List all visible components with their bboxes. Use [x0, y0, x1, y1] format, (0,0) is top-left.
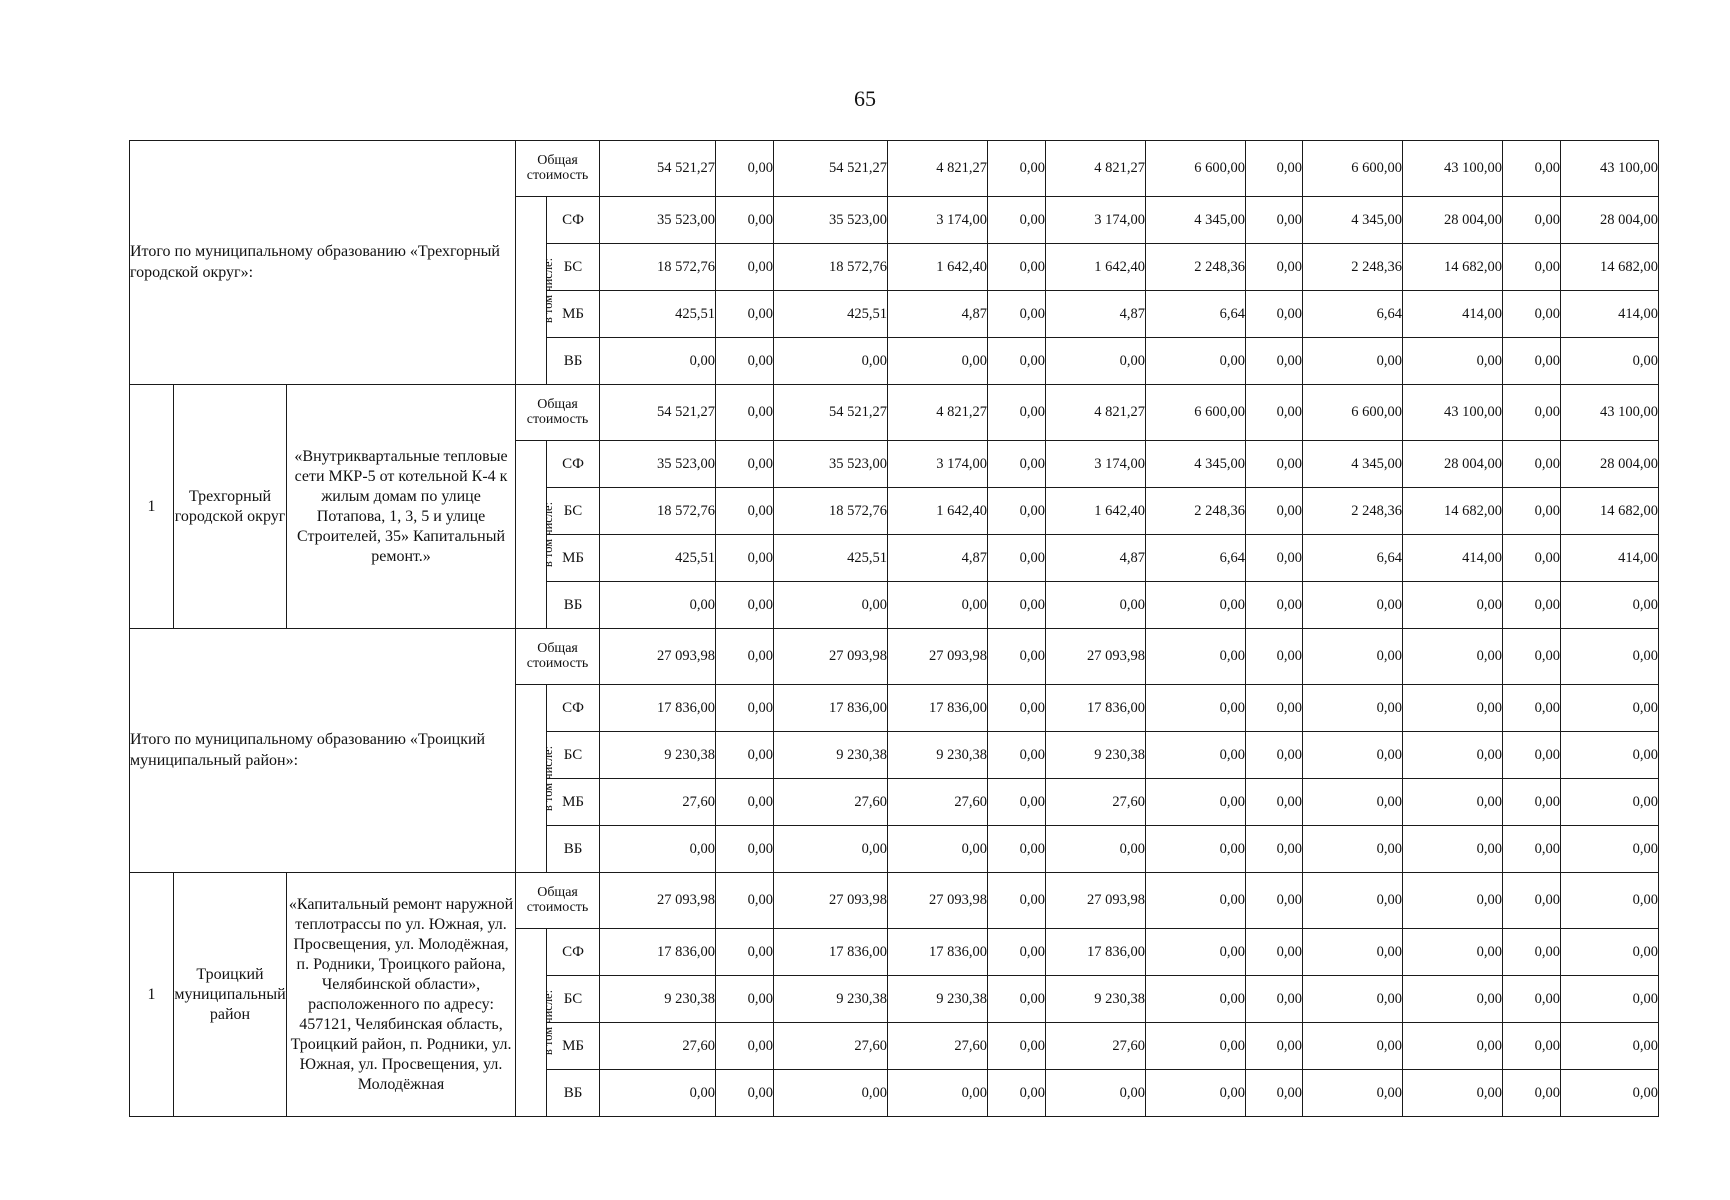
value-cell: 0,00 [1146, 1023, 1246, 1070]
value-cell: 0,00 [1503, 535, 1561, 582]
value-cell: 0,00 [1146, 873, 1246, 929]
value-cell: 27,60 [774, 1023, 888, 1070]
value-cell: 0,00 [600, 582, 716, 629]
value-cell: 27 093,98 [774, 873, 888, 929]
value-cell: 0,00 [1146, 929, 1246, 976]
value-cell: 0,00 [988, 197, 1046, 244]
funding-source-code: БС [547, 976, 600, 1023]
value-cell: 0,00 [1561, 732, 1659, 779]
value-cell: 27 093,98 [1046, 873, 1146, 929]
value-cell: 425,51 [600, 291, 716, 338]
value-cell: 14 682,00 [1561, 244, 1659, 291]
value-cell: 0,00 [1561, 779, 1659, 826]
value-cell: 0,00 [1303, 582, 1403, 629]
value-cell: 3 174,00 [1046, 197, 1146, 244]
value-cell: 0,00 [1503, 582, 1561, 629]
value-cell: 0,00 [988, 629, 1046, 685]
value-cell: 0,00 [1403, 873, 1503, 929]
value-cell: 0,00 [1303, 685, 1403, 732]
value-cell: 0,00 [988, 732, 1046, 779]
value-cell: 17 836,00 [888, 685, 988, 732]
value-cell: 425,51 [600, 535, 716, 582]
municipality-name: Троицкий муниципальный район [174, 873, 287, 1117]
value-cell: 0,00 [1146, 779, 1246, 826]
in-that-number-text: в том числе: [541, 989, 556, 1056]
value-cell: 0,00 [1303, 929, 1403, 976]
value-cell: 27,60 [774, 779, 888, 826]
value-cell: 27,60 [600, 779, 716, 826]
value-cell: 414,00 [1561, 535, 1659, 582]
value-cell: 0,00 [716, 535, 774, 582]
value-cell: 0,00 [888, 338, 988, 385]
value-cell: 0,00 [716, 338, 774, 385]
value-cell: 43 100,00 [1403, 141, 1503, 197]
value-cell: 0,00 [1561, 873, 1659, 929]
value-cell: 17 836,00 [1046, 685, 1146, 732]
funding-source-code: БС [547, 244, 600, 291]
value-cell: 0,00 [1561, 976, 1659, 1023]
value-cell: 35 523,00 [774, 197, 888, 244]
value-cell: 0,00 [716, 141, 774, 197]
value-cell: 17 836,00 [1046, 929, 1146, 976]
value-cell: 18 572,76 [774, 244, 888, 291]
value-cell: 0,00 [1561, 338, 1659, 385]
value-cell: 0,00 [1403, 732, 1503, 779]
value-cell: 14 682,00 [1561, 488, 1659, 535]
value-cell: 0,00 [1503, 826, 1561, 873]
value-cell: 0,00 [716, 385, 774, 441]
value-cell: 0,00 [774, 826, 888, 873]
value-cell: 0,00 [1503, 141, 1561, 197]
value-cell: 43 100,00 [1561, 141, 1659, 197]
value-cell: 0,00 [1503, 1070, 1561, 1117]
value-cell: 0,00 [988, 338, 1046, 385]
value-cell: 28 004,00 [1403, 441, 1503, 488]
value-cell: 1 642,40 [888, 244, 988, 291]
value-cell: 9 230,38 [600, 976, 716, 1023]
value-cell: 0,00 [1046, 1070, 1146, 1117]
value-cell: 0,00 [1403, 685, 1503, 732]
value-cell: 9 230,38 [774, 732, 888, 779]
value-cell: 0,00 [988, 826, 1046, 873]
value-cell: 414,00 [1561, 291, 1659, 338]
value-cell: 0,00 [1503, 1023, 1561, 1070]
value-cell: 17 836,00 [600, 685, 716, 732]
value-cell: 17 836,00 [774, 929, 888, 976]
value-cell: 0,00 [774, 582, 888, 629]
value-cell: 6 600,00 [1146, 385, 1246, 441]
value-cell: 0,00 [1403, 929, 1503, 976]
value-cell: 0,00 [1403, 1023, 1503, 1070]
value-cell: 0,00 [988, 385, 1046, 441]
value-cell: 0,00 [1561, 929, 1659, 976]
value-cell: 14 682,00 [1403, 244, 1503, 291]
funding-source-code: МБ [547, 291, 600, 338]
value-cell: 6 600,00 [1303, 385, 1403, 441]
value-cell: 0,00 [1246, 535, 1303, 582]
value-cell: 0,00 [1246, 582, 1303, 629]
value-cell: 0,00 [1403, 976, 1503, 1023]
row-number: 1 [130, 873, 174, 1117]
value-cell: 0,00 [988, 535, 1046, 582]
value-cell: 4 345,00 [1146, 441, 1246, 488]
value-cell: 0,00 [988, 1023, 1046, 1070]
value-cell: 0,00 [1561, 1023, 1659, 1070]
value-cell: 0,00 [716, 1070, 774, 1117]
value-cell: 0,00 [1303, 732, 1403, 779]
value-cell: 0,00 [716, 1023, 774, 1070]
funding-source-code: СФ [547, 441, 600, 488]
value-cell: 0,00 [716, 197, 774, 244]
funding-source-code: БС [547, 488, 600, 535]
value-cell: 0,00 [716, 441, 774, 488]
value-cell: 0,00 [1246, 732, 1303, 779]
value-cell: 0,00 [1303, 826, 1403, 873]
value-cell: 0,00 [1561, 685, 1659, 732]
value-cell: 0,00 [1503, 929, 1561, 976]
table-row-total [130, 141, 1659, 197]
value-cell: 0,00 [1246, 338, 1303, 385]
value-cell: 0,00 [1046, 338, 1146, 385]
value-cell: 0,00 [716, 488, 774, 535]
value-cell: 9 230,38 [888, 976, 988, 1023]
value-cell: 0,00 [1246, 929, 1303, 976]
in-that-number-label [516, 929, 556, 1117]
value-cell: 0,00 [716, 732, 774, 779]
value-cell: 4 821,27 [888, 385, 988, 441]
value-cell: 0,00 [716, 582, 774, 629]
value-cell: 43 100,00 [1561, 385, 1659, 441]
value-cell: 54 521,27 [774, 385, 888, 441]
value-cell: 0,00 [600, 1070, 716, 1117]
value-cell: 425,51 [774, 535, 888, 582]
value-cell: 0,00 [988, 1070, 1046, 1117]
value-cell: 0,00 [1146, 338, 1246, 385]
value-cell: 0,00 [1503, 488, 1561, 535]
value-cell: 0,00 [1503, 441, 1561, 488]
value-cell: 0,00 [1246, 779, 1303, 826]
value-cell: 0,00 [1146, 629, 1246, 685]
value-cell: 3 174,00 [888, 441, 988, 488]
value-cell: 4 345,00 [1146, 197, 1246, 244]
value-cell: 0,00 [1246, 1023, 1303, 1070]
total-cost-label: Общая стоимость [516, 873, 600, 929]
funding-source-code: СФ [547, 685, 600, 732]
project-description: «Внутриквартальные тепловые сети МКР-5 от котельной К-4 к жилым домам по улице Потапова, 1, 3, 5 и улице Строителей, 35» Капитальный ремонт.» [287, 385, 516, 629]
row-number: 1 [130, 385, 174, 629]
funding-source-code: МБ [547, 535, 600, 582]
value-cell: 9 230,38 [888, 732, 988, 779]
in-that-number-text: в том числе: [541, 745, 556, 812]
value-cell: 0,00 [988, 929, 1046, 976]
value-cell: 1 642,40 [1046, 244, 1146, 291]
value-cell: 0,00 [988, 685, 1046, 732]
value-cell: 0,00 [1503, 976, 1561, 1023]
value-cell: 0,00 [1146, 732, 1246, 779]
value-cell: 27 093,98 [600, 629, 716, 685]
value-cell: 4 345,00 [1303, 197, 1403, 244]
value-cell: 28 004,00 [1403, 197, 1503, 244]
value-cell: 54 521,27 [774, 141, 888, 197]
value-cell: 9 230,38 [600, 732, 716, 779]
value-cell: 54 521,27 [600, 141, 716, 197]
value-cell: 0,00 [988, 244, 1046, 291]
value-cell: 0,00 [1503, 685, 1561, 732]
funding-source-code: МБ [547, 1023, 600, 1070]
value-cell: 0,00 [988, 873, 1046, 929]
value-cell: 6 600,00 [1303, 141, 1403, 197]
value-cell: 2 248,36 [1303, 244, 1403, 291]
value-cell: 0,00 [716, 291, 774, 338]
value-cell: 0,00 [1246, 1070, 1303, 1117]
value-cell: 35 523,00 [774, 441, 888, 488]
value-cell: 0,00 [1403, 582, 1503, 629]
in-that-number-label [516, 441, 556, 629]
funding-source-code: ВБ [547, 582, 600, 629]
value-cell: 0,00 [716, 629, 774, 685]
value-cell: 6,64 [1303, 535, 1403, 582]
value-cell: 27 093,98 [1046, 629, 1146, 685]
value-cell: 3 174,00 [888, 197, 988, 244]
value-cell: 0,00 [716, 929, 774, 976]
value-cell: 0,00 [1303, 976, 1403, 1023]
value-cell: 9 230,38 [1046, 732, 1146, 779]
value-cell: 0,00 [1303, 1023, 1403, 1070]
value-cell: 18 572,76 [600, 488, 716, 535]
value-cell: 0,00 [1146, 582, 1246, 629]
value-cell: 17 836,00 [888, 929, 988, 976]
value-cell: 6,64 [1146, 291, 1246, 338]
project-description: «Капитальный ремонт наружной теплотрассы по ул. Южная, ул. Просвещения, ул. Молодёжная, п. Родники, Троицкого района, Челябинской области», расположенного по адресу: 457121, Челябинская область, Троицкий район, п. Родники, ул. Южная, ул. Просвещения, ул. Молодёжная [287, 873, 516, 1117]
value-cell: 0,00 [1303, 338, 1403, 385]
value-cell: 18 572,76 [774, 488, 888, 535]
value-cell: 0,00 [716, 779, 774, 826]
funding-source-code: ВБ [547, 338, 600, 385]
value-cell: 6,64 [1303, 291, 1403, 338]
value-cell: 0,00 [1303, 873, 1403, 929]
value-cell: 1 642,40 [888, 488, 988, 535]
value-cell: 0,00 [1403, 629, 1503, 685]
in-that-number-label [516, 685, 556, 873]
total-cost-label: Общая стоимость [516, 141, 600, 197]
value-cell: 0,00 [1503, 873, 1561, 929]
value-cell: 0,00 [1246, 873, 1303, 929]
value-cell: 0,00 [1146, 1070, 1246, 1117]
value-cell: 0,00 [716, 826, 774, 873]
value-cell: 0,00 [1561, 826, 1659, 873]
value-cell: 0,00 [1303, 1070, 1403, 1117]
value-cell: 6,64 [1146, 535, 1246, 582]
value-cell: 0,00 [988, 976, 1046, 1023]
value-cell: 27,60 [1046, 779, 1146, 826]
value-cell: 9 230,38 [774, 976, 888, 1023]
value-cell: 0,00 [1403, 826, 1503, 873]
value-cell: 0,00 [1403, 338, 1503, 385]
value-cell: 0,00 [1503, 779, 1561, 826]
value-cell: 0,00 [1561, 1070, 1659, 1117]
value-cell: 0,00 [1403, 1070, 1503, 1117]
value-cell: 0,00 [1146, 826, 1246, 873]
summary-label: Итого по муниципальному образованию «Трехгорный городской округ»: [130, 141, 516, 385]
value-cell: 0,00 [988, 582, 1046, 629]
value-cell: 0,00 [1503, 385, 1561, 441]
value-cell: 0,00 [1146, 685, 1246, 732]
value-cell: 0,00 [1246, 685, 1303, 732]
value-cell: 27 093,98 [888, 873, 988, 929]
value-cell: 0,00 [988, 779, 1046, 826]
value-cell: 0,00 [1246, 441, 1303, 488]
value-cell: 2 248,36 [1146, 244, 1246, 291]
funding-source-code: СФ [547, 197, 600, 244]
value-cell: 17 836,00 [600, 929, 716, 976]
value-cell: 4,87 [1046, 535, 1146, 582]
value-cell: 0,00 [1146, 976, 1246, 1023]
value-cell: 0,00 [1246, 826, 1303, 873]
value-cell: 9 230,38 [1046, 976, 1146, 1023]
value-cell: 0,00 [1303, 629, 1403, 685]
value-cell: 27,60 [888, 1023, 988, 1070]
in-that-number-text: в том числе: [541, 501, 556, 568]
value-cell: 0,00 [1246, 629, 1303, 685]
value-cell: 0,00 [716, 685, 774, 732]
value-cell: 14 682,00 [1403, 488, 1503, 535]
value-cell: 0,00 [988, 441, 1046, 488]
value-cell: 2 248,36 [1303, 488, 1403, 535]
value-cell: 0,00 [716, 976, 774, 1023]
funding-source-code: СФ [547, 929, 600, 976]
value-cell: 0,00 [600, 826, 716, 873]
value-cell: 414,00 [1403, 535, 1503, 582]
value-cell: 0,00 [988, 291, 1046, 338]
table-row-total [130, 873, 1659, 929]
value-cell: 28 004,00 [1561, 441, 1659, 488]
value-cell: 0,00 [1046, 582, 1146, 629]
municipality-name: Трехгорный городской округ [174, 385, 287, 629]
value-cell: 35 523,00 [600, 441, 716, 488]
value-cell: 3 174,00 [1046, 441, 1146, 488]
value-cell: 0,00 [888, 826, 988, 873]
value-cell: 4 821,27 [888, 141, 988, 197]
value-cell: 0,00 [1503, 338, 1561, 385]
value-cell: 0,00 [774, 1070, 888, 1117]
total-cost-label: Общая стоимость [516, 385, 600, 441]
total-cost-label: Общая стоимость [516, 629, 600, 685]
value-cell: 0,00 [1246, 244, 1303, 291]
value-cell: 425,51 [774, 291, 888, 338]
value-cell: 35 523,00 [600, 197, 716, 244]
table-row-total [130, 629, 1659, 685]
value-cell: 0,00 [1503, 244, 1561, 291]
page-number: 65 [854, 86, 876, 111]
value-cell: 0,00 [1503, 732, 1561, 779]
value-cell: 54 521,27 [600, 385, 716, 441]
funding-source-code: ВБ [547, 1070, 600, 1117]
value-cell: 0,00 [988, 141, 1046, 197]
value-cell: 414,00 [1403, 291, 1503, 338]
value-cell: 4 821,27 [1046, 141, 1146, 197]
value-cell: 43 100,00 [1403, 385, 1503, 441]
value-cell: 27,60 [1046, 1023, 1146, 1070]
value-cell: 1 642,40 [1046, 488, 1146, 535]
value-cell: 27 093,98 [774, 629, 888, 685]
in-that-number-label [516, 197, 556, 385]
value-cell: 4 821,27 [1046, 385, 1146, 441]
value-cell: 0,00 [888, 1070, 988, 1117]
funding-source-code: БС [547, 732, 600, 779]
value-cell: 0,00 [1503, 197, 1561, 244]
value-cell: 27,60 [600, 1023, 716, 1070]
value-cell: 0,00 [888, 582, 988, 629]
value-cell: 0,00 [1246, 197, 1303, 244]
value-cell: 0,00 [988, 488, 1046, 535]
in-that-number-text: в том числе: [541, 257, 556, 324]
value-cell: 0,00 [1246, 291, 1303, 338]
value-cell: 28 004,00 [1561, 197, 1659, 244]
value-cell: 4 345,00 [1303, 441, 1403, 488]
value-cell: 4,87 [1046, 291, 1146, 338]
value-cell: 0,00 [1246, 141, 1303, 197]
value-cell: 17 836,00 [774, 685, 888, 732]
value-cell: 0,00 [1046, 826, 1146, 873]
value-cell: 4,87 [888, 535, 988, 582]
value-cell: 0,00 [716, 873, 774, 929]
value-cell: 0,00 [716, 244, 774, 291]
value-cell: 0,00 [1246, 385, 1303, 441]
value-cell: 0,00 [1246, 976, 1303, 1023]
value-cell: 0,00 [1403, 779, 1503, 826]
value-cell: 0,00 [1303, 779, 1403, 826]
value-cell: 4,87 [888, 291, 988, 338]
summary-label: Итого по муниципальному образованию «Троицкий муниципальный район»: [130, 629, 516, 873]
value-cell: 27,60 [888, 779, 988, 826]
value-cell: 2 248,36 [1146, 488, 1246, 535]
funding-source-code: ВБ [547, 826, 600, 873]
value-cell: 6 600,00 [1146, 141, 1246, 197]
funding-source-code: МБ [547, 779, 600, 826]
value-cell: 0,00 [600, 338, 716, 385]
value-cell: 0,00 [1246, 488, 1303, 535]
value-cell: 27 093,98 [600, 873, 716, 929]
value-cell: 0,00 [1503, 629, 1561, 685]
value-cell: 27 093,98 [888, 629, 988, 685]
value-cell: 0,00 [1561, 629, 1659, 685]
value-cell: 18 572,76 [600, 244, 716, 291]
value-cell: 0,00 [1503, 291, 1561, 338]
budget-table [129, 140, 1659, 1117]
table-row-total [130, 385, 1659, 441]
value-cell: 0,00 [774, 338, 888, 385]
value-cell: 0,00 [1561, 582, 1659, 629]
